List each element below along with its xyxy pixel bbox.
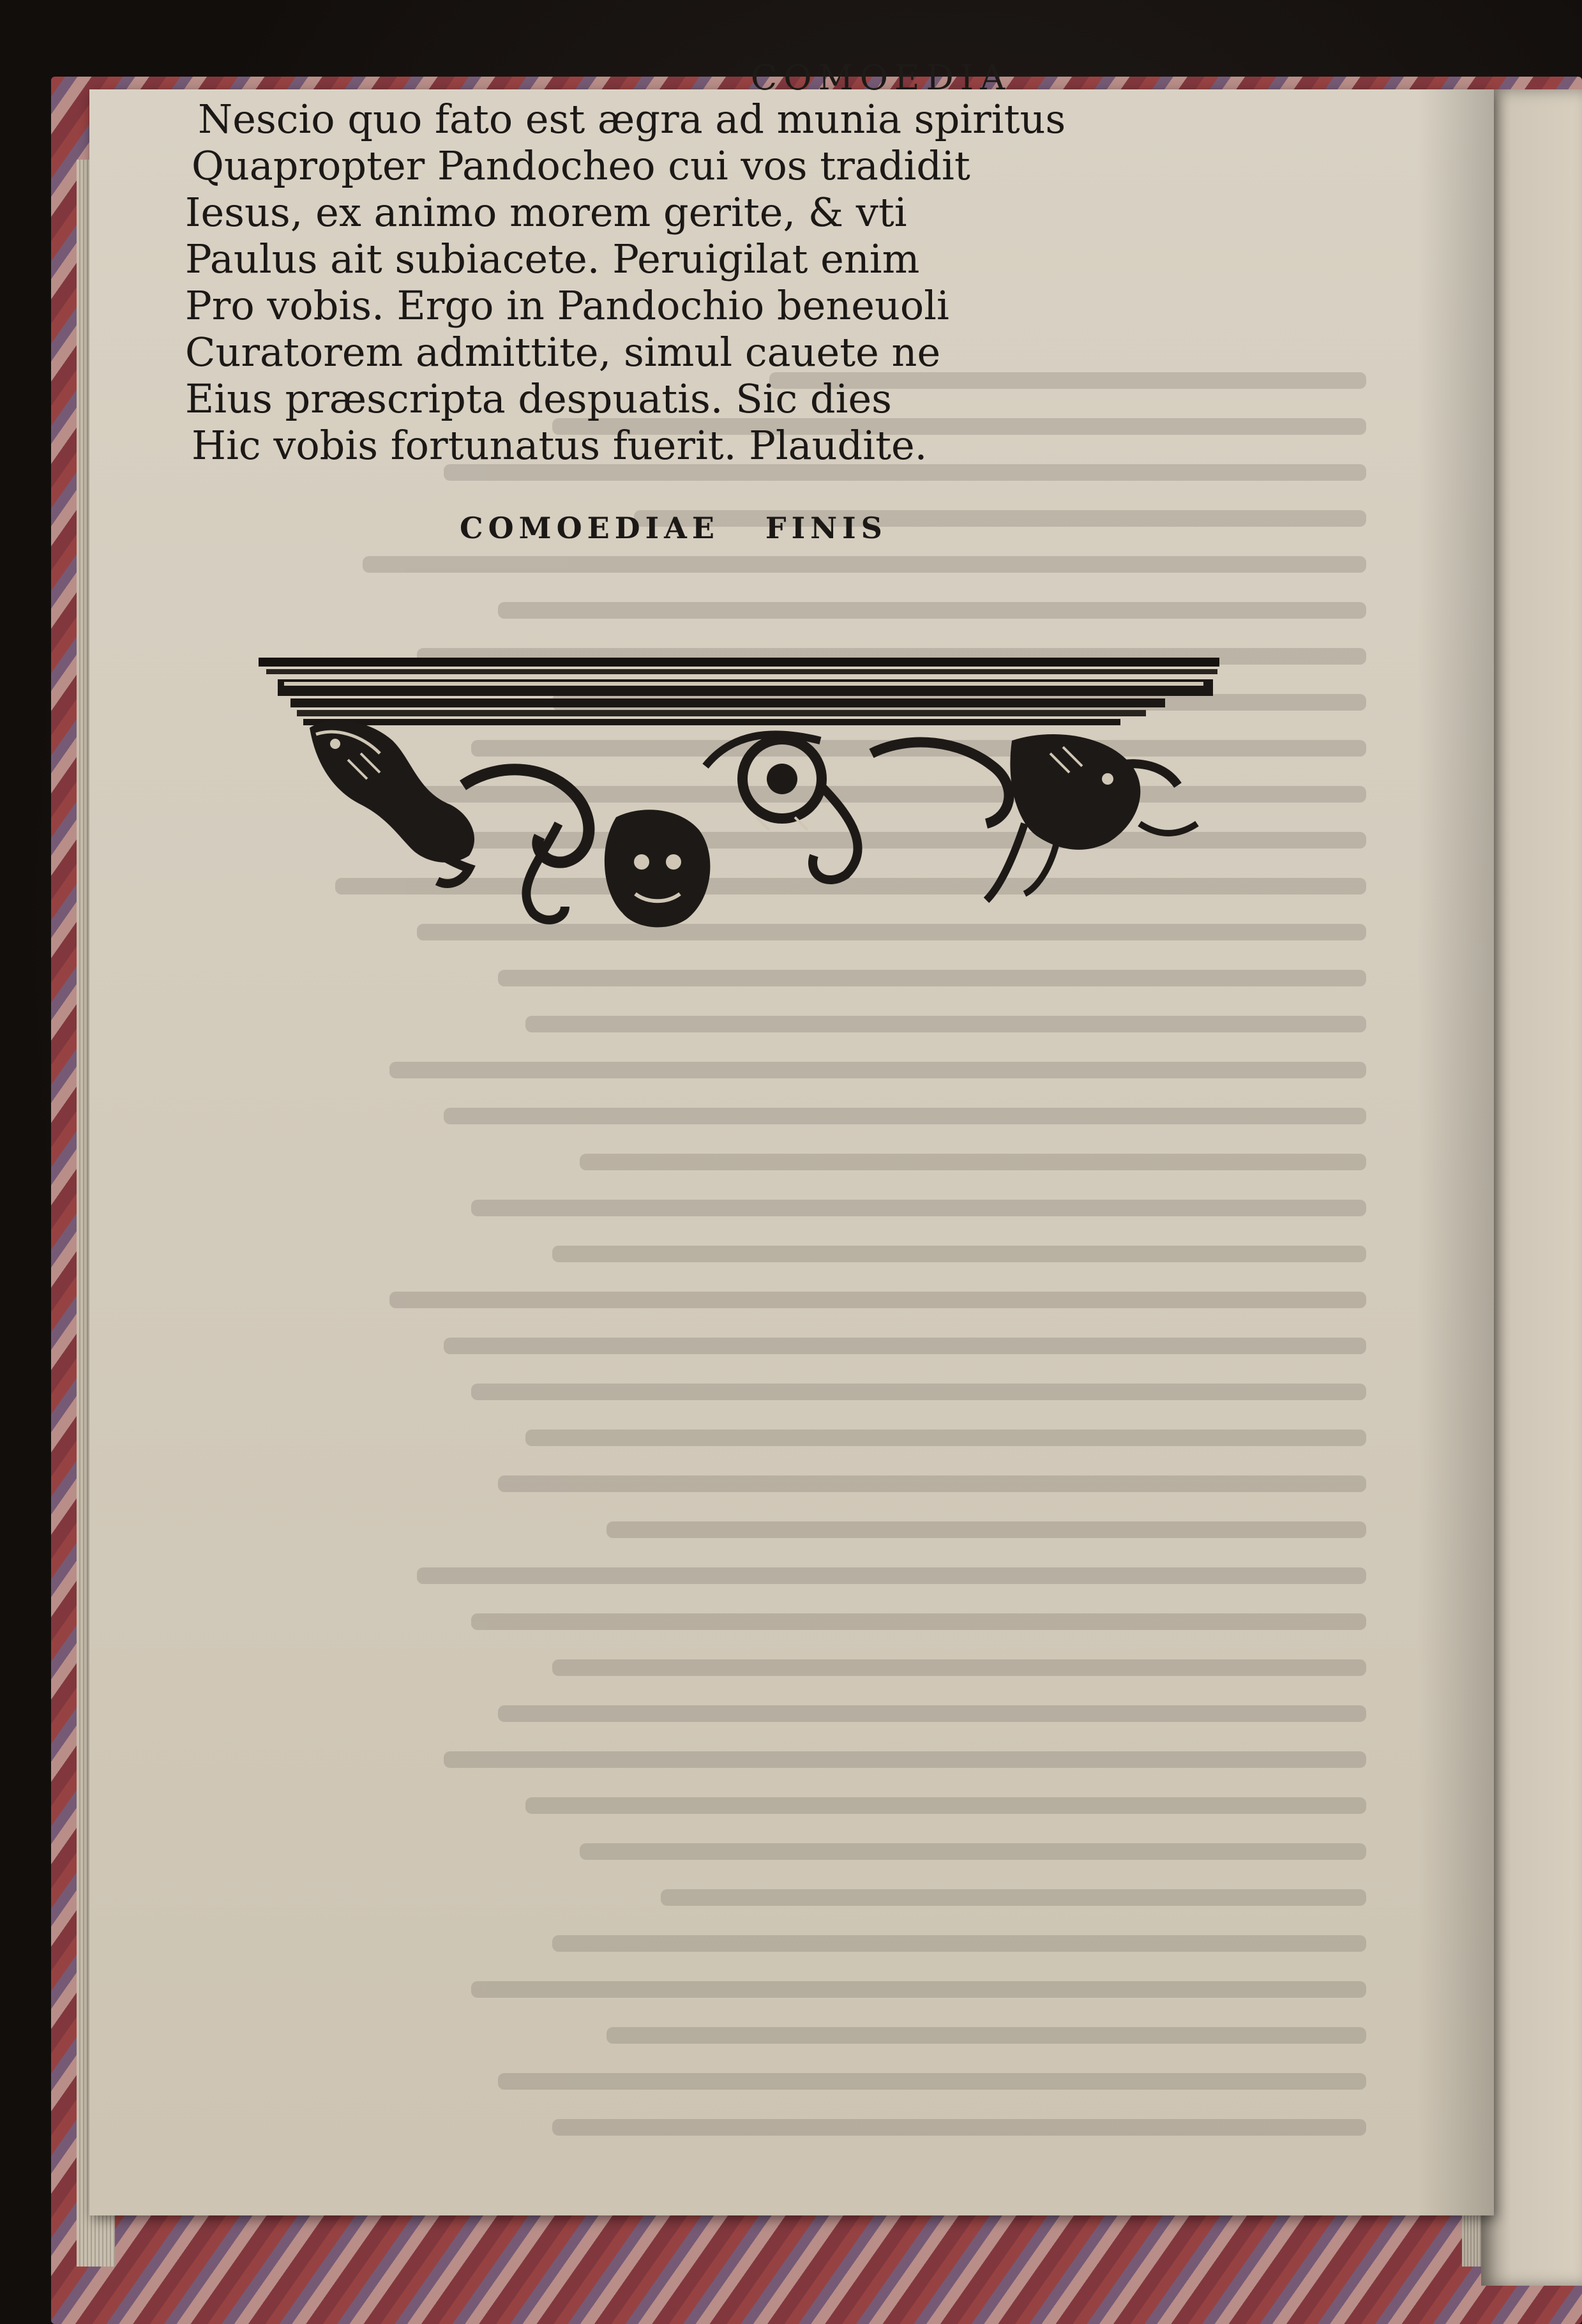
verse-line: Iesus, ex animo morem gerite, & vti (185, 189, 907, 236)
show-through-bar (363, 556, 1367, 573)
verse-line: Eius præscripta despuatis. Sic dies (185, 375, 892, 422)
show-through-bar (471, 1200, 1367, 1216)
show-through-bar (580, 1154, 1367, 1170)
show-through-line (153, 1966, 1366, 2012)
facing-page (1481, 89, 1582, 2286)
show-through-line (153, 1185, 1366, 1231)
show-through-line (153, 1369, 1366, 1415)
show-through-line (153, 1461, 1366, 1507)
show-through-bar (471, 1384, 1367, 1400)
woodcut-tailpiece-icon (259, 658, 1229, 990)
show-through-bar (661, 1889, 1366, 1906)
verse-line: Quapropter Pandocheo cui vos tradidit (192, 142, 970, 189)
show-through-bar (552, 1659, 1366, 1676)
show-through-bar (471, 1613, 1367, 1630)
show-through-bar (389, 1062, 1366, 1078)
show-through-line (153, 1093, 1366, 1139)
show-through-bar (606, 2027, 1366, 2044)
show-through-bar (525, 1016, 1367, 1032)
show-through-line (153, 1415, 1366, 1461)
show-through-line (153, 1553, 1366, 1599)
show-through-line (153, 1645, 1366, 1691)
end-title: COMOEDIAE FINIS (460, 511, 887, 545)
show-through-line (153, 2012, 1366, 2058)
show-through-bar (552, 2119, 1366, 2136)
show-through-bar (580, 1843, 1367, 1860)
show-through-line (153, 1737, 1366, 1783)
show-through-line (153, 2058, 1366, 2104)
gutter-shadow (1417, 89, 1494, 2215)
show-through-bar (525, 1430, 1367, 1446)
show-through-line (153, 1231, 1366, 1277)
show-through-line (153, 1047, 1366, 1093)
show-through-bar (552, 1246, 1366, 1262)
verse-line: Curatorem admittite, simul cauete ne (185, 329, 941, 375)
show-through-line (153, 1277, 1366, 1323)
show-through-bar (498, 2073, 1366, 2090)
show-through-line (153, 1875, 1366, 1920)
show-through-bar (417, 1567, 1367, 1584)
show-through-line (153, 1599, 1366, 1645)
show-through-line (153, 1920, 1366, 1966)
running-head: COMOEDIA (750, 57, 1012, 98)
verse-block (185, 96, 1066, 469)
show-through-line (153, 1507, 1366, 1553)
show-through-bar (444, 1338, 1366, 1354)
show-through-bar (444, 1751, 1366, 1768)
show-through-line (153, 587, 1366, 633)
show-through-bar (552, 1935, 1366, 1952)
show-through-bar (498, 1705, 1366, 1722)
verse-line: Hic vobis fortunatus fuerit. Plaudite. (192, 422, 928, 469)
show-through-line (153, 2104, 1366, 2150)
show-through-line (153, 1829, 1366, 1875)
verse-line: Nescio quo fato est ægra ad munia spiritus (198, 96, 1066, 142)
show-through-line (153, 541, 1366, 587)
show-through-line (153, 1323, 1366, 1369)
show-through-bar (444, 1108, 1366, 1124)
show-through-line (153, 1691, 1366, 1737)
book-page (89, 57, 1494, 2215)
show-through-bar (389, 1292, 1366, 1308)
show-through-bar (606, 1521, 1366, 1538)
show-through-bar (498, 602, 1366, 619)
show-through-text (153, 358, 1366, 2158)
verse-line: Pro vobis. Ergo in Pandochio beneuoli (185, 282, 949, 329)
verse-line: Paulus ait subiacete. Peruigilat enim (185, 236, 920, 282)
show-through-line (153, 1139, 1366, 1185)
show-through-bar (498, 1475, 1366, 1492)
show-through-bar (471, 1981, 1367, 1998)
show-through-line (153, 1783, 1366, 1829)
show-through-line (153, 1001, 1366, 1047)
show-through-bar (525, 1797, 1367, 1814)
